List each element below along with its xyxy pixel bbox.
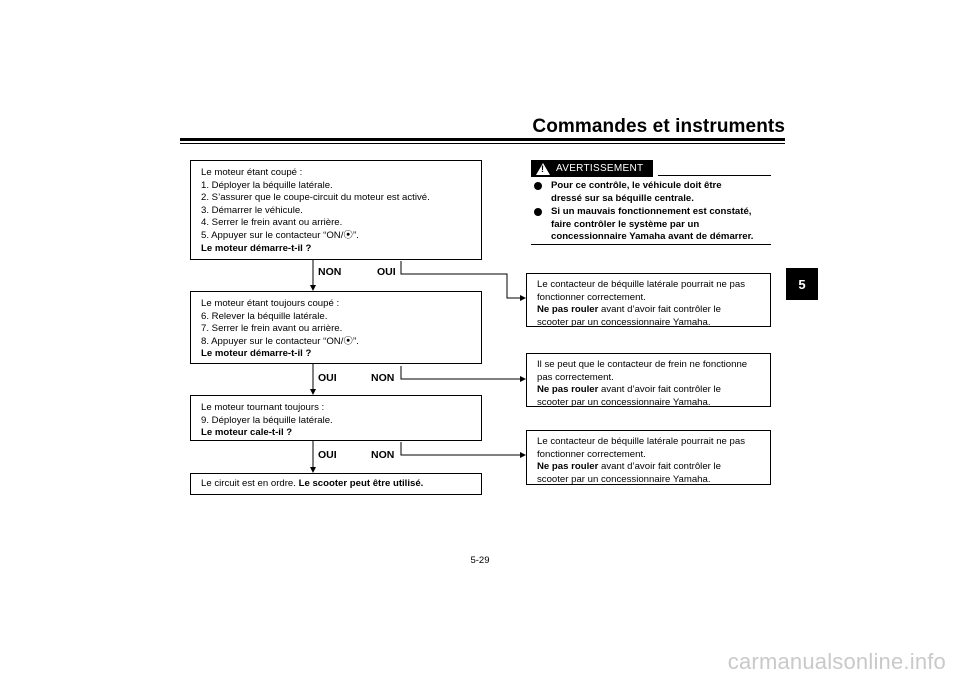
page-title: Commandes et instruments — [532, 116, 785, 137]
flow-box-step1 — [190, 160, 482, 260]
warning-item-line: concessionnaire Yamaha avant de démarrer. — [551, 231, 754, 243]
warning-rule — [658, 175, 771, 176]
result2-last: scooter par un concessionnaire Yamaha. — [537, 396, 711, 408]
bullet-icon — [534, 208, 542, 216]
box2-question: Le moteur démarre-t-il ? — [201, 348, 312, 360]
arrow-branch3-to-result3 — [401, 442, 525, 455]
branch2-right-label: NON — [371, 372, 395, 384]
box1-line: Le moteur étant coupé : — [201, 167, 303, 178]
warning-item-line: Si un mauvais fonctionnement est constaté, — [551, 206, 752, 218]
warning-list — [531, 180, 771, 245]
warning-badge-label: AVERTISSEMENT — [556, 163, 644, 174]
warning-item — [531, 180, 771, 205]
flow-box-step2 — [190, 291, 482, 364]
result2-bold: Ne pas rouler — [537, 384, 599, 396]
result1-bold: Ne pas rouler — [537, 304, 599, 316]
result1-line: fonctionner correctement. — [537, 291, 646, 303]
box1-line: 2. S’assurer que le coupe-circuit du moteur est activé. — [201, 192, 430, 204]
result2-rest: avant d’avoir fait contrôler le — [598, 384, 721, 396]
box1-line: 5. Appuyer sur le contacteur “ON/⦿”. — [201, 229, 359, 241]
box2-line: 8. Appuyer sur le contacteur “ON/⦿”. — [201, 335, 359, 347]
result1-rest: avant d’avoir fait contrôler le — [598, 304, 721, 316]
branch3-right-label: NON — [371, 449, 395, 461]
result-box-1 — [526, 273, 771, 327]
result3-line: fonctionner correctement. — [537, 448, 646, 460]
box3-line: 9. Déployer la béquille latérale. — [201, 414, 333, 426]
box2-line: 6. Relever la béquille latérale. — [201, 310, 328, 322]
warning-bottom-rule — [531, 244, 771, 245]
branch2-left-label: OUI — [318, 372, 337, 384]
box2-line: Le moteur étant toujours coupé : — [201, 298, 340, 309]
result3-bold: Ne pas rouler — [537, 461, 599, 473]
warning-triangle-icon — [536, 163, 550, 175]
box1-line: 1. Déployer la béquille latérale. — [201, 179, 333, 191]
box3-question: Le moteur cale-t-il ? — [201, 427, 293, 439]
result2-line: Il se peut que le contacteur de frein ne fonctionne — [537, 359, 748, 370]
result-box-2 — [526, 353, 771, 407]
arrow-branch2-to-result2 — [401, 366, 525, 379]
flow-box-step3 — [190, 395, 482, 441]
branch3-left-label: OUI — [318, 449, 337, 461]
result1-line: Le contacteur de béquille latérale pourrait ne pas — [537, 279, 746, 290]
result3-rest: avant d’avoir fait contrôler le — [598, 461, 721, 473]
box2-line: 7. Serrer le frein avant ou arrière. — [201, 323, 343, 335]
flow-box-result-ok — [190, 473, 482, 495]
warning-item-line: Pour ce contrôle, le véhicule doit être — [551, 180, 722, 191]
warning-badge — [531, 160, 653, 177]
box4-text: Le circuit est en ordre. — [201, 478, 299, 489]
box4-bold: Le scooter peut être utilisé. — [298, 478, 424, 489]
chapter-tab: 5 — [786, 268, 818, 300]
warning-item — [531, 206, 771, 244]
branch1-right-label: OUI — [377, 266, 396, 278]
result3-line: Le contacteur de béquille latérale pourrait ne pas — [537, 436, 746, 447]
box1-question: Le moteur démarre-t-il ? — [201, 242, 312, 254]
page-number: 5-29 — [470, 555, 490, 566]
result2-line: pas correctement. — [537, 371, 614, 383]
box1-line: 3. Démarrer le véhicule. — [201, 204, 303, 216]
box3-line: Le moteur tournant toujours : — [201, 402, 325, 413]
warning-item-line: faire contrôler le système par un — [551, 218, 700, 230]
branch1-left-label: NON — [318, 266, 342, 278]
box1-line: 4. Serrer le frein avant ou arrière. — [201, 217, 343, 229]
result1-last: scooter par un concessionnaire Yamaha. — [537, 316, 711, 328]
result3-last: scooter par un concessionnaire Yamaha. — [537, 473, 711, 485]
warning-item-line: dressé sur sa béquille centrale. — [551, 192, 694, 204]
watermark: carmanualsonline.info — [727, 649, 946, 674]
result-box-3 — [526, 430, 771, 485]
bullet-icon — [534, 182, 542, 190]
